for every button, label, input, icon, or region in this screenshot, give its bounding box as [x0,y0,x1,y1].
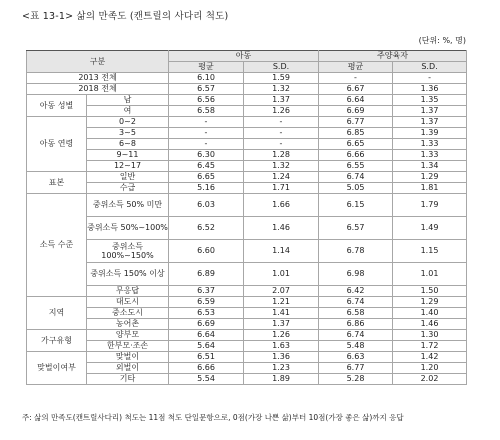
table-row [27,217,467,240]
table-row [27,117,467,128]
child-mean-cell: 6.69 [169,319,244,330]
table-row [27,341,467,352]
table-row [27,139,467,150]
caregiver-sd-cell: 1.79 [393,194,467,217]
child-sd-cell: 1.41 [244,308,319,319]
subgroup-label: 맞벌이 [87,352,169,363]
child-mean-cell: 6.66 [169,363,244,374]
section-label: 아동 연령 [27,117,87,172]
caregiver-header: 주양육자 [319,51,467,62]
child-mean-header: 평균 [169,62,244,73]
child-header: 아동 [169,51,319,62]
child-mean-cell: 6.03 [169,194,244,217]
caregiver-sd-cell: 1.42 [393,352,467,363]
footnote: 주: 삶의 만족도(캔트릴사다리) 척도는 11점 척도 단일문항으로, 0점(가장 나쁜 삶)부터 10점(가장 좋은 삶)까지 응답 [22,413,404,422]
table-row [27,194,467,217]
caregiver-sd-cell: 1.37 [393,106,467,117]
subgroup-label: 12~17 [87,161,169,172]
subgroup-label: 수급 [87,183,169,194]
child-mean-cell: 6.51 [169,352,244,363]
child-sd-cell: - [244,139,319,150]
subgroup-label: 무응답 [87,286,169,297]
caregiver-sd-cell: 1.33 [393,139,467,150]
child-sd-cell: 1.59 [244,73,319,84]
caregiver-sd-cell: 1.50 [393,286,467,297]
caregiver-sd-cell: 1.46 [393,319,467,330]
table-row [27,128,467,139]
subgroup-label: 대도시 [87,297,169,308]
child-mean-cell: 6.64 [169,330,244,341]
child-mean-cell: 6.57 [169,84,244,95]
caregiver-mean-cell: 6.58 [319,308,393,319]
caregiver-mean-cell: 6.98 [319,263,393,286]
caregiver-sd-cell: 1.30 [393,330,467,341]
table-row [27,374,467,385]
child-sd-cell: 2.07 [244,286,319,297]
caregiver-mean-cell: 5.05 [319,183,393,194]
table-row [27,150,467,161]
child-sd-cell: 1.14 [244,240,319,263]
child-sd-cell: 1.28 [244,150,319,161]
caregiver-sd-cell: 1.40 [393,308,467,319]
table-row [27,73,467,84]
caregiver-sd-cell: 1.49 [393,217,467,240]
subgroup-label: 중위소득 50% 미만 [87,194,169,217]
caregiver-sd-cell: 1.35 [393,95,467,106]
child-sd-cell: 1.23 [244,363,319,374]
subgroup-label: 중소도시 [87,308,169,319]
section-label: 맞벌이여부 [27,352,87,385]
subgroup-label: 한부모·조손 [87,341,169,352]
section-label: 지역 [27,297,87,330]
subgroup-label: 9~11 [87,150,169,161]
caregiver-mean-cell: 6.85 [319,128,393,139]
caregiver-mean-cell: 6.63 [319,352,393,363]
caregiver-sd-cell: 1.20 [393,363,467,374]
child-sd-header: S.D. [244,62,319,73]
caregiver-mean-cell: 6.64 [319,95,393,106]
caregiver-mean-cell: 6.69 [319,106,393,117]
subgroup-label: 양부모 [87,330,169,341]
subgroup-label: 6~8 [87,139,169,150]
caregiver-mean-cell: 6.77 [319,117,393,128]
child-mean-cell: 6.58 [169,106,244,117]
child-mean-cell: 5.54 [169,374,244,385]
table-row [27,240,467,263]
section-label: 가구유형 [27,330,87,352]
caregiver-sd-cell: 1.39 [393,128,467,139]
caregiver-sd-cell: 1.81 [393,183,467,194]
child-sd-cell: 1.01 [244,263,319,286]
child-sd-cell: 1.24 [244,172,319,183]
child-sd-cell: 1.66 [244,194,319,217]
child-mean-cell: 6.10 [169,73,244,84]
child-mean-cell: 6.53 [169,308,244,319]
caregiver-mean-cell: 6.86 [319,319,393,330]
table-row [27,84,467,95]
table-title: <표 13-1> 삶의 만족도 (캔트릴의 사다리 척도) [22,11,229,22]
subgroup-label: 일반 [87,172,169,183]
caregiver-sd-cell: - [393,73,467,84]
caregiver-mean-cell: 6.67 [319,84,393,95]
child-mean-cell: - [169,139,244,150]
caregiver-mean-cell: 6.74 [319,330,393,341]
child-sd-cell: 1.32 [244,84,319,95]
caregiver-mean-cell: 6.55 [319,161,393,172]
child-mean-cell: 5.64 [169,341,244,352]
child-sd-cell: 1.89 [244,374,319,385]
caregiver-mean-cell: 6.78 [319,240,393,263]
child-sd-cell: 1.37 [244,319,319,330]
table-row [27,363,467,374]
child-mean-cell: 5.16 [169,183,244,194]
child-sd-cell: 1.36 [244,352,319,363]
caregiver-mean-header: 평균 [319,62,393,73]
child-mean-cell: 6.30 [169,150,244,161]
caregiver-mean-cell: 6.15 [319,194,393,217]
caregiver-sd-cell: 1.29 [393,172,467,183]
child-sd-cell: - [244,128,319,139]
caregiver-sd-cell: 1.29 [393,297,467,308]
table-row [27,286,467,297]
child-sd-cell: 1.21 [244,297,319,308]
caregiver-mean-cell: 6.74 [319,172,393,183]
section-label: 2018 전체 [27,84,169,95]
caregiver-mean-cell: 6.65 [319,139,393,150]
subgroup-label: 0~2 [87,117,169,128]
table-row [27,95,467,106]
caregiver-mean-cell: - [319,73,393,84]
child-sd-cell: 1.26 [244,330,319,341]
subgroup-label: 기타 [87,374,169,385]
table-row [27,183,467,194]
caregiver-mean-cell: 6.42 [319,286,393,297]
table-row [27,352,467,363]
caregiver-sd-cell: 1.36 [393,84,467,95]
child-sd-cell: 1.37 [244,95,319,106]
header-row-1 [27,51,467,62]
child-mean-cell: - [169,128,244,139]
caregiver-mean-cell: 5.28 [319,374,393,385]
section-label: 표본 [27,172,87,194]
child-mean-cell: 6.37 [169,286,244,297]
caregiver-mean-cell: 6.66 [319,150,393,161]
child-mean-cell: 6.52 [169,217,244,240]
table-row [27,172,467,183]
child-mean-cell: 6.65 [169,172,244,183]
table-row [27,319,467,330]
caregiver-sd-cell: 1.33 [393,150,467,161]
satisfaction-table [26,50,467,385]
child-mean-cell: 6.60 [169,240,244,263]
caregiver-sd-cell: 2.02 [393,374,467,385]
child-mean-cell: 6.89 [169,263,244,286]
caregiver-sd-cell: 1.34 [393,161,467,172]
subgroup-label: 중위소득 100%~150% [87,240,169,263]
child-sd-cell: 1.26 [244,106,319,117]
section-label: 아동 성별 [27,95,87,117]
subgroup-label: 남 [87,95,169,106]
child-sd-cell: - [244,117,319,128]
child-mean-cell: 6.45 [169,161,244,172]
caregiver-sd-cell: 1.15 [393,240,467,263]
unit-label: (단위: %, 명) [418,36,466,45]
child-sd-cell: 1.46 [244,217,319,240]
caregiver-sd-cell: 1.37 [393,117,467,128]
table-row [27,161,467,172]
section-label: 2013 전체 [27,73,169,84]
table-row [27,297,467,308]
category-header: 구분 [27,51,169,73]
child-mean-cell: - [169,117,244,128]
child-sd-cell: 1.32 [244,161,319,172]
section-label: 소득 수준 [27,194,87,297]
table-row [27,308,467,319]
caregiver-mean-cell: 6.74 [319,297,393,308]
caregiver-sd-cell: 1.72 [393,341,467,352]
child-mean-cell: 6.56 [169,95,244,106]
caregiver-sd-cell: 1.01 [393,263,467,286]
child-mean-cell: 6.59 [169,297,244,308]
caregiver-sd-header: S.D. [393,62,467,73]
subgroup-label: 여 [87,106,169,117]
table-row [27,263,467,286]
subgroup-label: 중위소득 150% 이상 [87,263,169,286]
subgroup-label: 중위소득 50%~100% [87,217,169,240]
caregiver-mean-cell: 6.57 [319,217,393,240]
table-row [27,330,467,341]
caregiver-mean-cell: 5.48 [319,341,393,352]
subgroup-label: 외벌이 [87,363,169,374]
subgroup-label: 농어촌 [87,319,169,330]
child-sd-cell: 1.63 [244,341,319,352]
caregiver-mean-cell: 6.77 [319,363,393,374]
child-sd-cell: 1.71 [244,183,319,194]
subgroup-label: 3~5 [87,128,169,139]
table-row [27,106,467,117]
